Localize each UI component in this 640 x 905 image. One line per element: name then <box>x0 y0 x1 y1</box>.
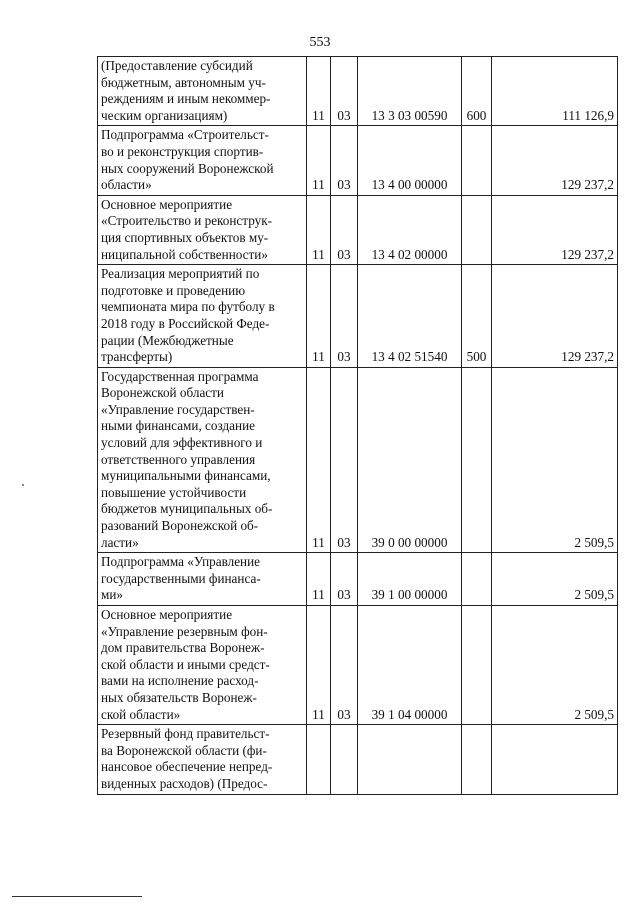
table-row <box>98 195 618 264</box>
row-expense-type: 500 <box>462 265 492 368</box>
row-target-article: 39 1 00 00000 <box>358 553 462 606</box>
row-target-article: 13 4 00 00000 <box>358 126 462 195</box>
row-section-code: 11 <box>307 367 331 553</box>
row-section-code: 11 <box>307 606 331 725</box>
row-subsection-code <box>331 725 358 794</box>
row-expense-type <box>462 725 492 794</box>
table-row <box>98 126 618 195</box>
row-section-code: 11 <box>307 126 331 195</box>
row-section-code: 11 <box>307 553 331 606</box>
table-row <box>98 367 618 553</box>
row-amount: 2 509,5 <box>492 553 618 606</box>
row-amount: 129 237,2 <box>492 265 618 368</box>
row-amount: 2 509,5 <box>492 367 618 553</box>
row-expense-type <box>462 553 492 606</box>
row-expense-type: 600 <box>462 57 492 126</box>
row-name: Подпрограмма «Строительст- во и реконструкция спортив- ных сооружений Воронежской области» <box>98 126 307 195</box>
row-section-code <box>307 725 331 794</box>
row-section-code: 11 <box>307 265 331 368</box>
row-name: Реализация мероприятий по подготовке и проведению чемпионата мира по футболу в 2018 году в Российской Феде- рации (Межбюджетные трансферты) <box>98 265 307 368</box>
table-row <box>98 265 618 368</box>
footer-rule <box>12 896 142 897</box>
row-subsection-code: 03 <box>331 367 358 553</box>
row-target-article: 13 4 02 51540 <box>358 265 462 368</box>
row-amount: 129 237,2 <box>492 195 618 264</box>
table-row <box>98 606 618 725</box>
row-target-article: 13 3 03 00590 <box>358 57 462 126</box>
page-number: 553 <box>309 35 331 50</box>
row-subsection-code: 03 <box>331 265 358 368</box>
row-name: Резервный фонд правительст- ва Воронежской области (фи- нансовое обеспечение непред- виденных расходов) (Предос- <box>98 725 307 794</box>
table-row <box>98 725 618 794</box>
row-target-article: 39 0 00 00000 <box>358 367 462 553</box>
row-subsection-code: 03 <box>331 553 358 606</box>
budget-table <box>97 56 618 795</box>
row-expense-type <box>462 367 492 553</box>
row-name: Основное мероприятие «Управление резервным фон- дом правительства Воронеж- ской области и иными средст- вами на исполнение расход- ных обязательств Воронеж- ской области» <box>98 606 307 725</box>
table-row <box>98 57 618 126</box>
row-expense-type <box>462 195 492 264</box>
row-target-article <box>358 725 462 794</box>
row-name: (Предоставление субсидий бюджетным, автономным уч- реждениям и иным некоммер- ческим организациям) <box>98 57 307 126</box>
row-amount <box>492 725 618 794</box>
row-subsection-code: 03 <box>331 126 358 195</box>
table-row <box>98 553 618 606</box>
row-section-code: 11 <box>307 195 331 264</box>
row-expense-type <box>462 126 492 195</box>
row-subsection-code: 03 <box>331 195 358 264</box>
row-name: Государственная программа Воронежской области «Управление государствен- ными финансами, создание условий для эффективного и ответственного управления муниципальными финансами, повышение устойчивости бюджетов муниципальных об- разований Воронежской об- ласти» <box>98 367 307 553</box>
row-section-code: 11 <box>307 57 331 126</box>
row-amount: 129 237,2 <box>492 126 618 195</box>
row-expense-type <box>462 606 492 725</box>
scan-speck <box>22 484 24 486</box>
row-amount: 111 126,9 <box>492 57 618 126</box>
row-target-article: 39 1 04 00000 <box>358 606 462 725</box>
row-subsection-code: 03 <box>331 57 358 126</box>
row-target-article: 13 4 02 00000 <box>358 195 462 264</box>
row-subsection-code: 03 <box>331 606 358 725</box>
row-amount: 2 509,5 <box>492 606 618 725</box>
row-name: Подпрограмма «Управление государственными финанса- ми» <box>98 553 307 606</box>
row-name: Основное мероприятие «Строительство и реконструк- ция спортивных объектов му- ниципальной собственности» <box>98 195 307 264</box>
